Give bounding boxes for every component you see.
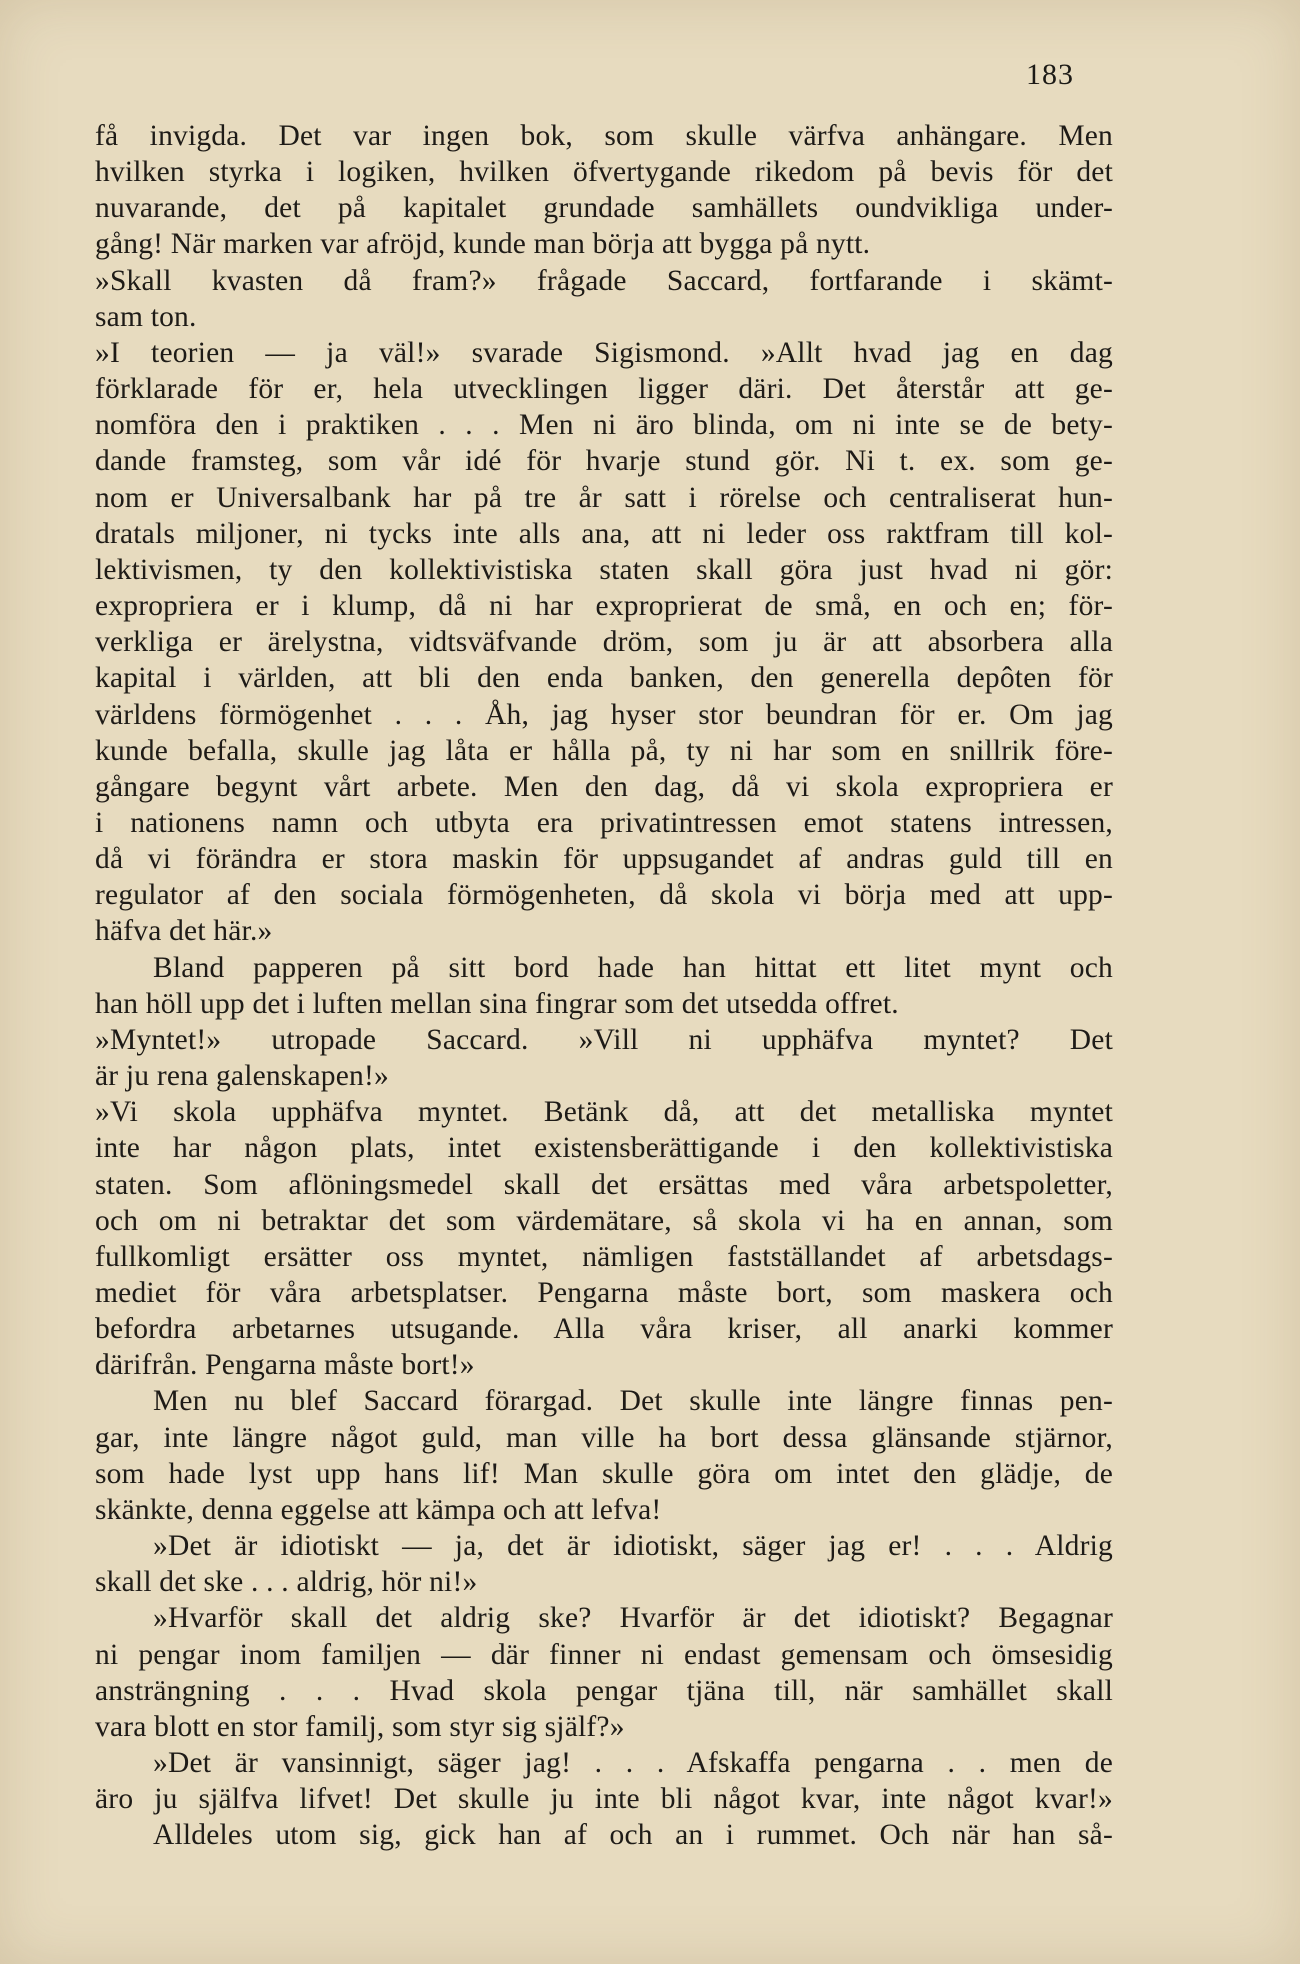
text-line: gång! När marken var afröjd, kunde man börja att bygga på nytt.	[95, 228, 871, 261]
text-line: befordra arbetarnes utsugande. Alla våra kriser, all anarki kommer	[95, 1313, 1113, 1346]
text-line: »Vi skola upphäfva myntet. Betänk då, att det metalliska myntet	[95, 1096, 1113, 1129]
text-line: skänkte, denna eggelse att kämpa och att lefva!	[95, 1493, 662, 1526]
text-line: och om ni betraktar det som värdemätare, så skola vi ha en annan, som	[95, 1204, 1113, 1237]
text-line: Alldeles utom sig, gick han af och an i rummet. Och när han så-	[153, 1819, 1113, 1852]
body-text	[95, 118, 1113, 1854]
text-line: dratals miljoner, ni tycks inte alls ana, att ni leder oss raktfram till kol-	[95, 517, 1113, 550]
text-line: ni pengar inom familjen — där finner ni endast gemensam och ömsesidig	[95, 1638, 1113, 1671]
text-line: då vi förändra er stora maskin för uppsugandet af andras guld till en	[95, 843, 1113, 876]
text-line: verkliga er ärelystna, vidtsväfvande dröm, som ju är att absorbera alla	[95, 626, 1113, 659]
text-line: kapital i världen, att bli den enda banken, den generella depôten för	[95, 662, 1113, 695]
text-line: kunde befalla, skulle jag låta er hålla på, ty ni har som en snillrik före-	[95, 734, 1113, 767]
text-line: mediet för våra arbetsplatser. Pengarna måste bort, som maskera och	[95, 1277, 1113, 1309]
text-line: fullkomligt ersätter oss myntet, nämligen fastställandet af arbetsdags-	[95, 1240, 1113, 1273]
text-line: i nationens namn och utbyta era privatintressen emot statens intressen,	[95, 806, 1113, 839]
text-line: få invigda. Det var ingen bok, som skulle värfva anhängare. Men	[95, 120, 1113, 152]
text-line: gångare begynt vårt arbete. Men den dag, då vi skola expropriera er	[95, 770, 1113, 803]
text-line: »Myntet!» utropade Saccard. »Vill ni upphäfva myntet? Det	[95, 1023, 1113, 1056]
text-line: skall det ske . . . aldrig, hör ni!»	[95, 1566, 478, 1599]
text-line: han höll upp det i luften mellan sina fingrar som det utsedda offret.	[95, 987, 899, 1020]
text-line: gar, inte längre något guld, man ville ha bort dessa glänsande stjärnor,	[95, 1421, 1113, 1454]
text-line: vara blott en stor familj, som styr sig själf?»	[95, 1710, 625, 1743]
text-line: inte har någon plats, intet existensberättigande i den kollektivistiska	[95, 1132, 1113, 1165]
text-line: sam ton.	[95, 300, 197, 333]
text-line: häfva det här.»	[95, 915, 273, 948]
text-line: regulator af den sociala förmögenheten, då skola vi börja med att upp-	[95, 879, 1113, 912]
text-line: »Hvarför skall det aldrig ske? Hvarför är det idiotiskt? Begagnar	[153, 1602, 1113, 1635]
text-line: nuvarande, det på kapitalet grundade samhällets oundvikliga under-	[95, 192, 1113, 225]
text-line: som hade lyst upp hans lif! Man skulle göra om intet den glädje, de	[95, 1457, 1113, 1490]
text-line: staten. Som aflöningsmedel skall det ersättas med våra arbetspoletter,	[95, 1168, 1113, 1201]
text-line: expropriera er i klump, då ni har exproprierat de små, en och en; för-	[95, 590, 1113, 623]
text-line: nom er Universalbank har på tre år satt i rörelse och centraliserat hun-	[95, 481, 1113, 514]
text-line: Bland papperen på sitt bord hade han hittat ett litet mynt och	[153, 951, 1113, 984]
text-line: dande framsteg, som vår idé för hvarje stund gör. Ni t. ex. som ge-	[95, 445, 1113, 478]
text-line: är ju rena galenskapen!»	[95, 1060, 389, 1093]
page-number: 183	[1026, 58, 1074, 91]
text-line: lektivismen, ty den kollektivistiska staten skall göra just hvad ni gör:	[95, 553, 1113, 586]
text-line: »Det är vansinnigt, säger jag! . . . Afskaffa pengarna . . men de	[153, 1747, 1113, 1780]
text-line: »I teorien — ja väl!» svarade Sigismond. »Allt hvad jag en dag	[95, 336, 1113, 369]
text-line: Men nu blef Saccard förargad. Det skulle inte längre finnas pen-	[153, 1385, 1113, 1418]
text-line: nomföra den i praktiken . . . Men ni äro blinda, om ni inte se de bety-	[95, 409, 1113, 442]
text-line: »Skall kvasten då fram?» frågade Saccard, fortfarande i skämt-	[95, 264, 1113, 297]
text-line: förklarade för er, hela utvecklingen ligger däri. Det återstår att ge-	[95, 373, 1113, 406]
text-line: ansträngning . . . Hvad skola pengar tjäna till, när samhället skall	[95, 1674, 1113, 1707]
text-line: därifrån. Pengarna måste bort!»	[95, 1349, 475, 1382]
text-line: hvilken styrka i logiken, hvilken öfvertygande rikedom på bevis för det	[95, 156, 1113, 189]
text-line: äro ju själfva lifvet! Det skulle ju inte bli något kvar, inte något kvar!»	[95, 1783, 1113, 1816]
text-line: »Det är idiotiskt — ja, det är idiotiskt, säger jag er! . . . Aldrig	[153, 1530, 1113, 1563]
text-line: världens förmögenhet . . . Åh, jag hyser stor beundran för er. Om jag	[95, 698, 1113, 731]
